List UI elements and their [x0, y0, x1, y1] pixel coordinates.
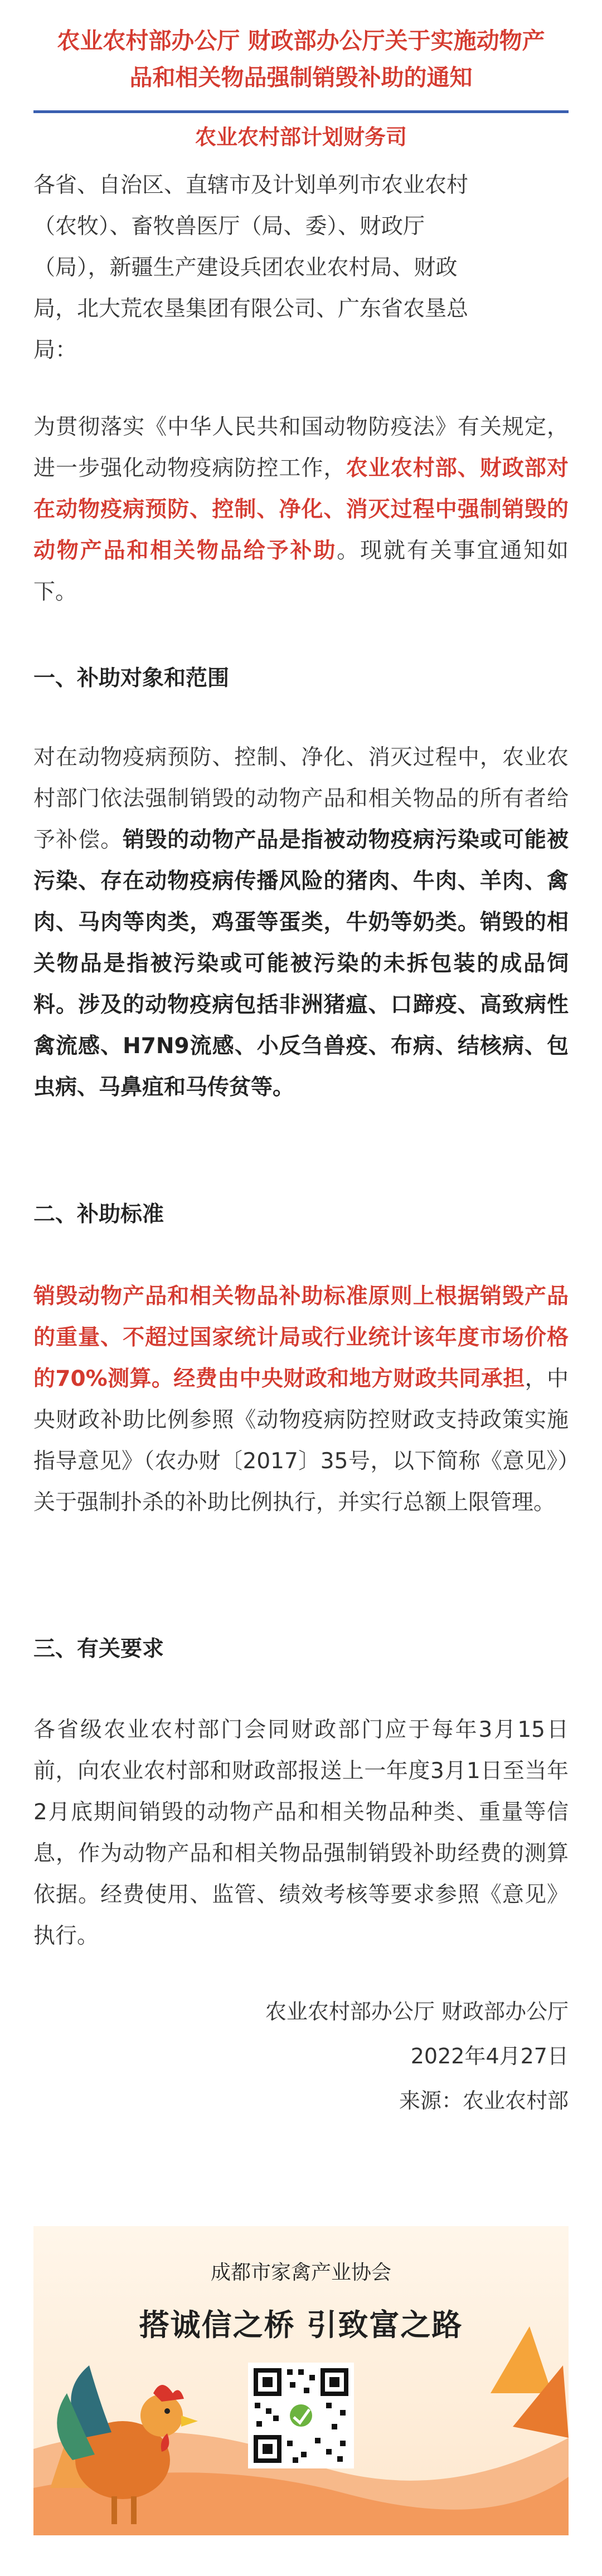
section-2-heading: 二、补助标准 [33, 1202, 164, 1227]
department-name: 农业农村部计划财务司 [195, 125, 407, 149]
intro-text: 为贯彻落实《中华人民共和国动物防疫法》有关规定，进一步强化动物疫病防控工作， [33, 415, 569, 481]
address-line: （农牧）、畜牧兽医厅（局、委）、财政厅 [33, 214, 425, 239]
title-divider [33, 110, 569, 113]
address-line: （局），新疆生产建设兵团农业农村局、财政 [33, 255, 458, 280]
section-1-heading: 一、补助对象和范围 [33, 666, 230, 691]
section-1-paragraph [33, 737, 569, 1108]
poster-organization: 成都市家禽产业协会 [210, 2261, 391, 2284]
address-line: 局，北大荒农垦集团有限公司、广东省农垦总 [33, 296, 469, 322]
address-line: 局： [33, 338, 77, 363]
signature-issuers: 农业农村部办公厅 财政部办公厅 [265, 1999, 569, 2024]
address-block [33, 165, 569, 371]
section-1-text: 对在动物疫病预防、控制、净化、消灭过程中，农业农村部门依法强制销毁的动物产品和相关物品的所有者给予补偿。 [33, 745, 569, 853]
section-2-highlight: 销毁动物产品和相关物品补助标准原则上根据销毁产品的重量、不超过国家统计局或行业统计该年度市场价格的70%测算。经费由中央财政和地方财政共同承担 [33, 1284, 569, 1391]
intro-highlight: 农业农村部、财政部对在动物疫病预防、控制、净化、消灭过程中强制销毁的动物产品和相关物品给予补助 [33, 456, 569, 563]
section-3-paragraph [33, 1710, 569, 1957]
source-credit: 来源：农业农村部 [399, 2088, 569, 2113]
title-line-1: 农业农村部办公厅 财政部办公厅关于实施动物产 [57, 27, 545, 54]
qr-code-graphic [248, 2363, 354, 2468]
poster-slogan: 搭诚信之桥 引致富之路 [139, 2307, 463, 2343]
section-3-heading: 三、有关要求 [33, 1637, 164, 1662]
title-line-2: 品和相关物品强制销毁补助的通知 [129, 64, 473, 91]
section-2-text: ，中央财政补助比例参照《动物疫病防控财政支持政策实施指导意见》（农办财〔2017〕35号，以下简称《意见》）关于强制扑杀的补助比例执行，并实行总额上限管理。 [33, 1366, 569, 1515]
intro-text-end: 。现就有关事宜通知如下。 [33, 538, 569, 605]
signature-date: 2022年4月27日 [410, 2044, 569, 2068]
intro-paragraph [33, 407, 569, 613]
association-poster [33, 2226, 569, 2535]
article-title [33, 22, 569, 96]
qr-code-icon [248, 2363, 354, 2468]
section-3-text: 各省级农业农村部门会同财政部门应于每年3月15日前，向农业农村部和财政部报送上一年度3月1日至当年2月底期间销毁的动物产品和相关物品种类、重量等信息，作为动物产品和相关物品强制销毁补助经费的测算依据。经费使用、监管、绩效考核等要求参照《意见》执行。 [33, 1717, 569, 1949]
section-1-bold-text: 销毁的动物产品是指被动物疫病污染或可能被污染、存在动物疫病传播风险的猪肉、牛肉、羊肉、禽肉、马肉等肉类，鸡蛋等蛋类，牛奶等奶类。销毁的相关物品是指被污染或可能被污染的未拆包装的成品饲料。涉及的动物疫病包括非洲猪瘟、口蹄疫、高致病性禽流感、H7N9流感、小反刍兽疫、布病、结核病、包虫病、马鼻疽和马传贫等。 [33, 827, 569, 1100]
section-2-paragraph [33, 1276, 569, 1523]
address-line: 各省、自治区、直辖市及计划单列市农业农村 [33, 173, 469, 198]
